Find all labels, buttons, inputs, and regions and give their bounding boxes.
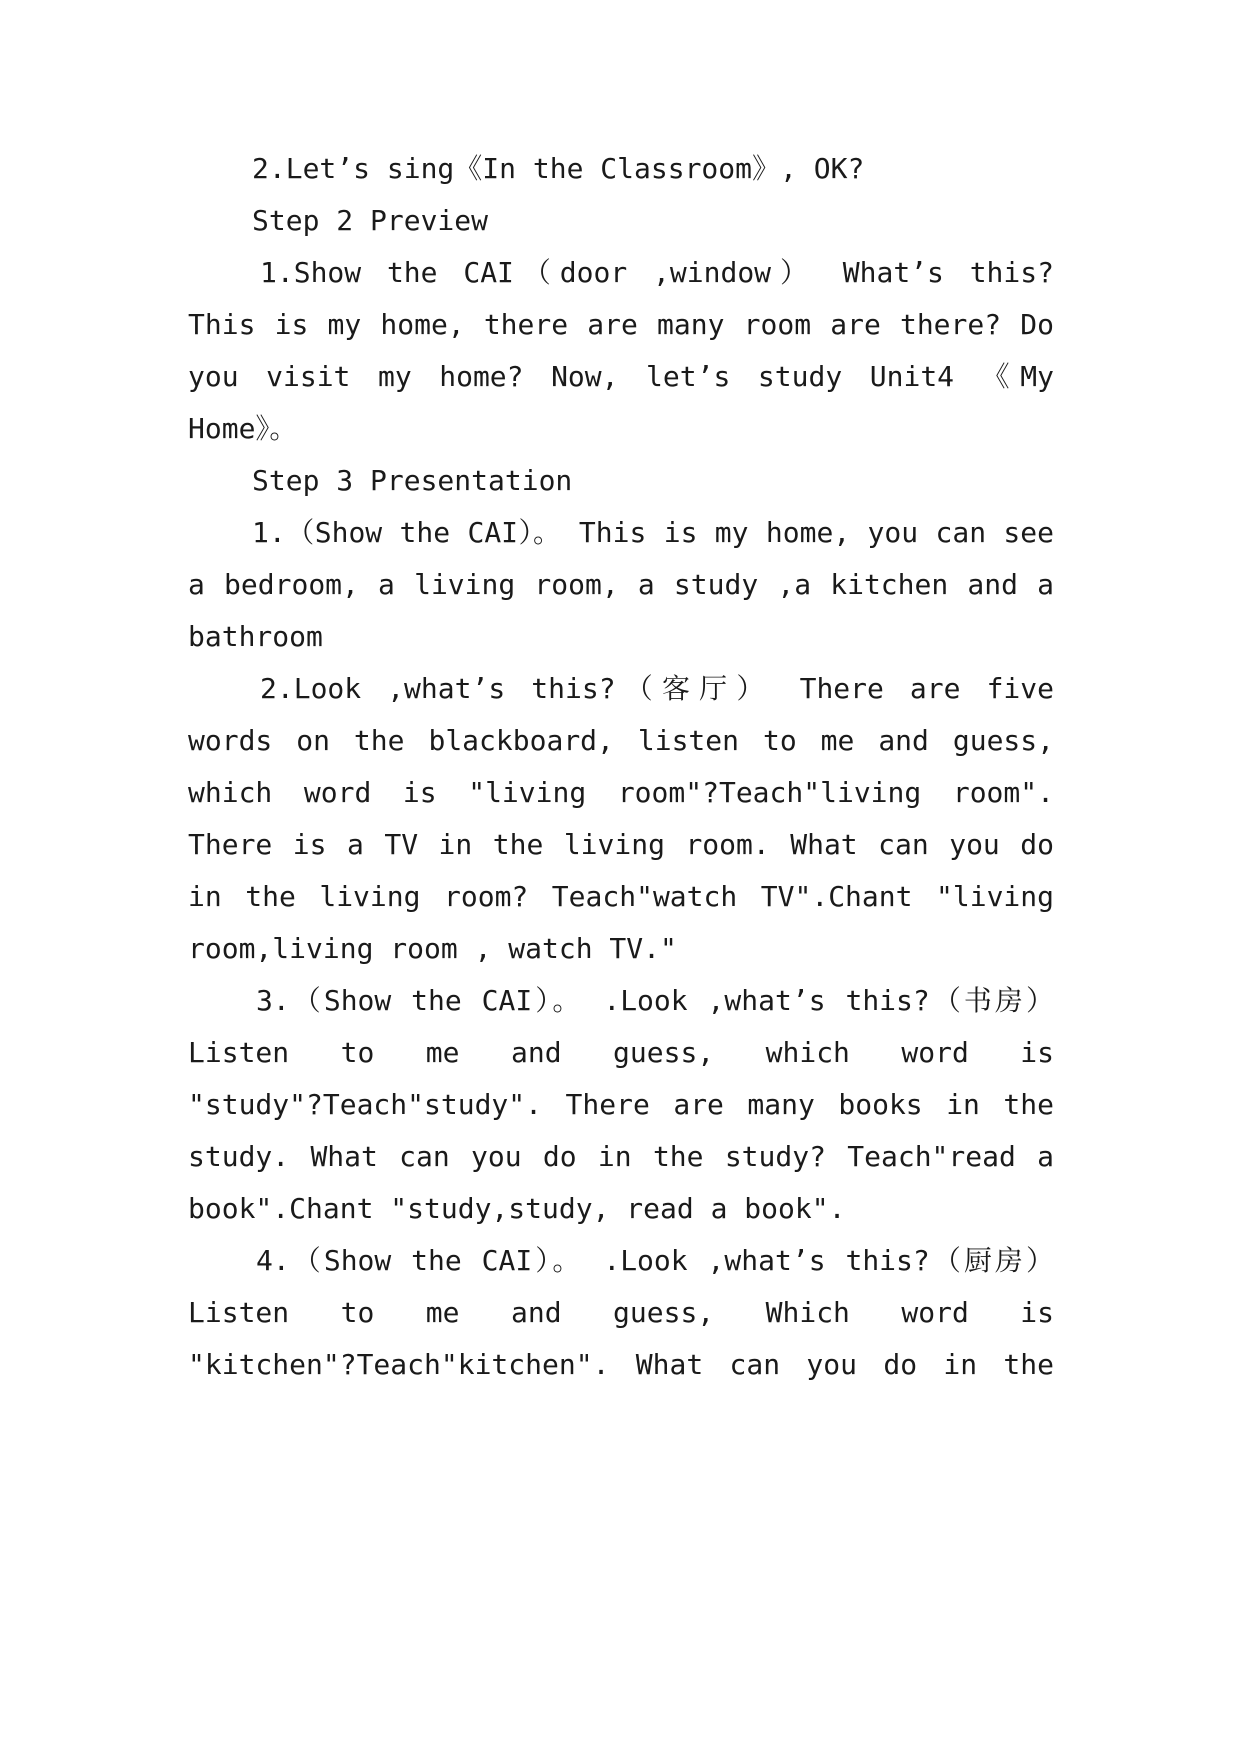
text-line-listen-study: Listen to me and guess, which word is xyxy=(188,1036,1054,1069)
text-line-teach-living-room: which word is "living room"?Teach"living room". xyxy=(188,776,1054,809)
text-line-sing: 2.Let’s sing《In the Classroom》, OK? xyxy=(252,152,865,185)
text-line-home-title: Home》。 xyxy=(188,412,298,445)
text-line-teach-kitchen: "kitchen"?Teach"kitchen". What can you do in the xyxy=(188,1348,1054,1381)
text-line-my-home: This is my home, there are many room are there? Do xyxy=(188,308,1054,341)
text-line-words-blackboard: words on the blackboard, listen to me and guess, xyxy=(188,724,1054,757)
text-line-bathroom: bathroom xyxy=(188,620,323,653)
heading-step-3: Step 3 Presentation xyxy=(252,464,573,497)
text-line-kitchen-look: 4.（Show the CAI）。 .Look ,what’s this?（厨房） xyxy=(256,1244,1054,1277)
text-line-listen-kitchen: Listen to me and guess, Which word is xyxy=(188,1296,1054,1329)
text-line-teach-study: "study"?Teach"study". There are many books in the xyxy=(188,1088,1054,1121)
text-line-visit: you visit my home? Now, let’s study Unit4 《My xyxy=(188,360,1054,393)
text-line-read-book: study. What can you do in the study? Teach"read a xyxy=(188,1140,1054,1173)
text-line-chant-living-room: room,living room , watch TV." xyxy=(188,932,677,965)
text-line-watch-tv: in the living room? Teach"watch TV".Chant "living xyxy=(188,880,1054,913)
text-line-study-look: 3.（Show the CAI）。 .Look ,what’s this?（书房） xyxy=(256,984,1054,1017)
heading-step-2: Step 2 Preview xyxy=(252,204,489,237)
text-line-living-room-look: 2.Look ,what’s this?（客厅） There are five xyxy=(260,672,1054,705)
text-line-rooms: a bedroom, a living room, a study ,a kitchen and a xyxy=(188,568,1054,601)
text-line-tv: There is a TV in the living room. What can you do xyxy=(188,828,1054,861)
text-line-chant-study: book".Chant "study,study, read a book". xyxy=(188,1192,846,1225)
text-line-presentation-1: 1.（Show the CAI）。 This is my home, you can see xyxy=(252,516,1054,549)
text-line-show-cai: 1.Show the CAI（door ,window） What’s this? xyxy=(260,256,1054,289)
